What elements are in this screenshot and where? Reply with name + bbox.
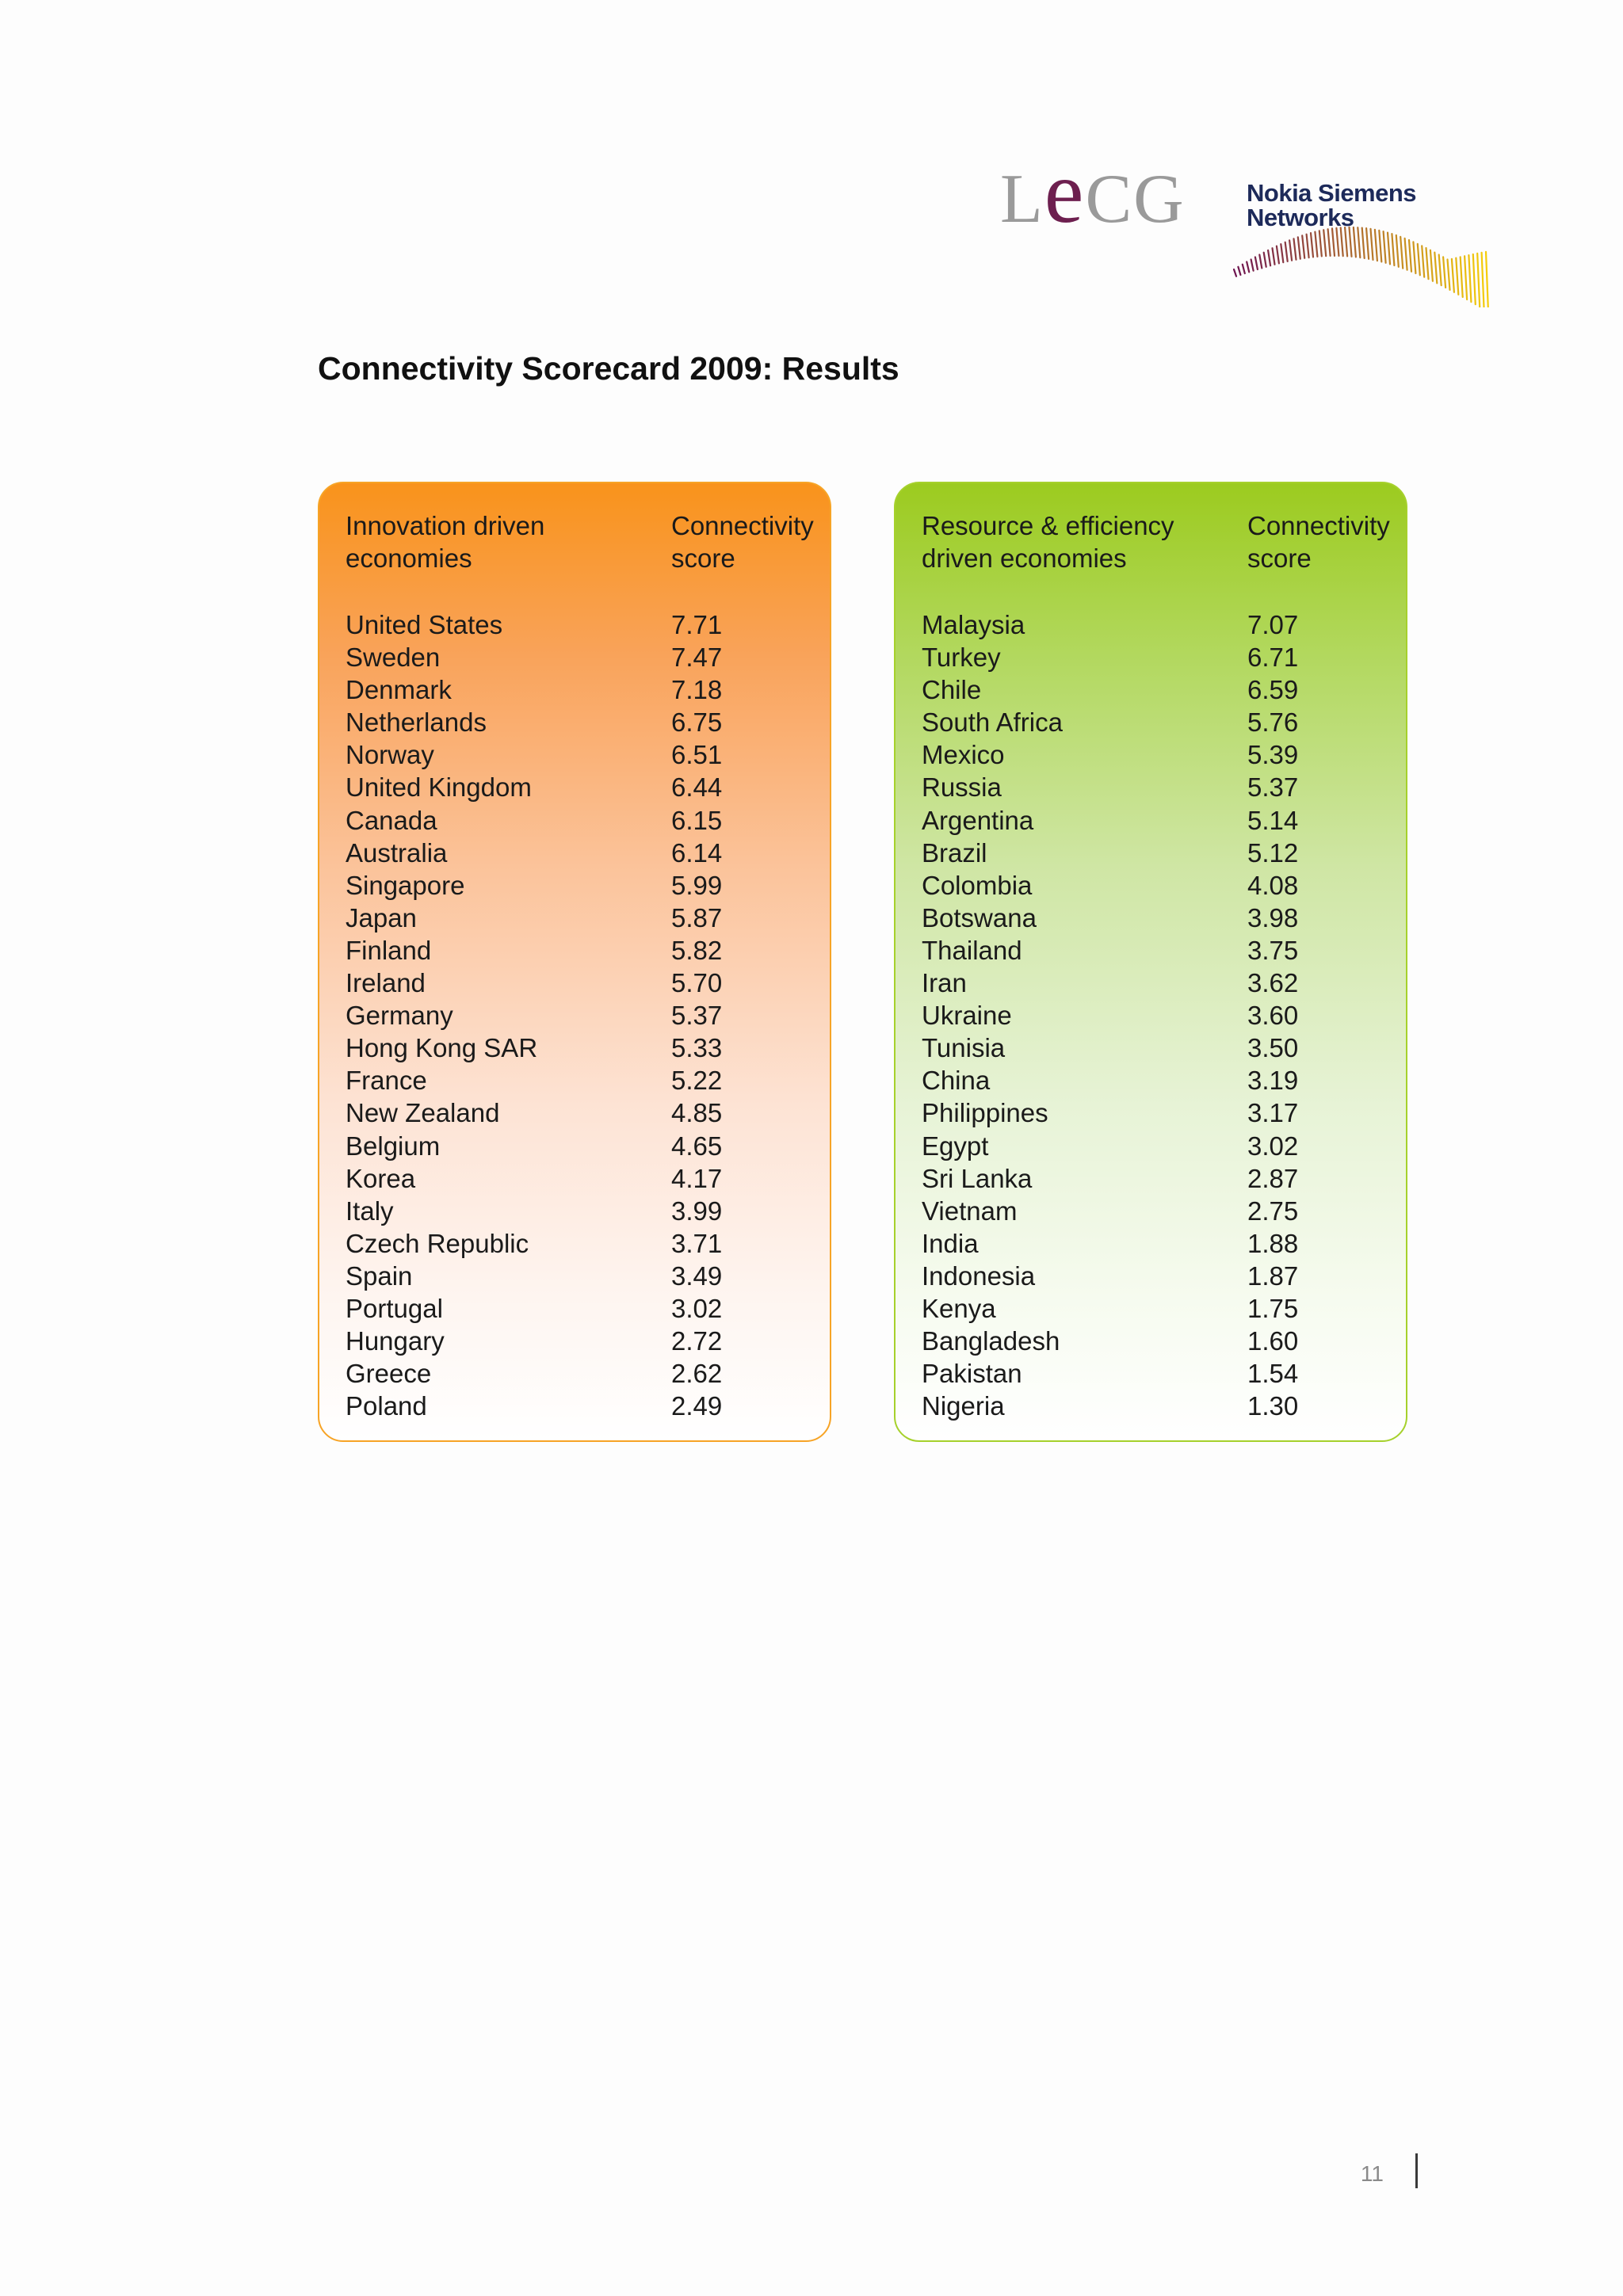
connectivity-score: 3.50 xyxy=(1247,1033,1299,1063)
nsn-wave-stroke xyxy=(1473,254,1476,304)
nsn-wave-stroke xyxy=(1482,253,1484,307)
connectivity-score: 5.33 xyxy=(671,1033,723,1063)
country-name: Mexico xyxy=(922,740,1005,770)
table-row xyxy=(346,999,830,1032)
nsn-wave-stroke xyxy=(1413,242,1415,273)
country-name: New Zealand xyxy=(346,1098,500,1128)
country-name: Nigeria xyxy=(922,1391,1005,1421)
table-row xyxy=(922,706,1406,738)
nsn-wave-stroke xyxy=(1268,250,1270,265)
country-name: Brazil xyxy=(922,837,987,868)
table-row xyxy=(922,934,1406,967)
nsn-logo-text: Nokia Siemens Networks xyxy=(1247,179,1417,231)
nsn-wave-stroke xyxy=(1289,240,1292,260)
lecg-logo: LeCG xyxy=(1000,143,1186,242)
innovation-column-header: Innovation driven economies xyxy=(346,511,545,573)
connectivity-score: 5.39 xyxy=(1247,740,1299,770)
country-name: Korea xyxy=(346,1163,416,1193)
connectivity-score: 3.17 xyxy=(1247,1098,1299,1128)
nsn-wave-stroke xyxy=(1418,244,1420,276)
innovation-score-header: Connectivity score xyxy=(671,511,814,573)
table-row xyxy=(922,1130,1406,1162)
nsn-wave-stroke xyxy=(1273,248,1275,265)
nsn-wave-stroke xyxy=(1388,233,1390,265)
table-row xyxy=(346,1292,830,1325)
nsn-wave-stroke xyxy=(1341,227,1343,256)
nsn-wave-stroke xyxy=(1366,228,1369,259)
table-row xyxy=(922,1357,1406,1390)
nsn-wave-stroke xyxy=(1375,230,1377,261)
connectivity-score: 2.49 xyxy=(671,1391,723,1421)
country-name: Sri Lanka xyxy=(922,1163,1033,1193)
nsn-wave-stroke xyxy=(1294,238,1296,259)
nsn-wave-stroke xyxy=(1434,253,1437,284)
table-row xyxy=(346,1162,830,1195)
nsn-wave-stroke xyxy=(1255,257,1258,270)
table-row xyxy=(346,967,830,999)
nsn-wave-stroke xyxy=(1323,230,1326,256)
table-row xyxy=(922,837,1406,869)
country-name: Czech Republic xyxy=(346,1228,529,1258)
connectivity-score: 5.14 xyxy=(1247,805,1299,835)
nsn-wave-stroke xyxy=(1392,234,1394,265)
connectivity-score: 3.62 xyxy=(1247,968,1299,998)
connectivity-score: 5.76 xyxy=(1247,707,1299,738)
connectivity-score: 4.17 xyxy=(671,1163,723,1193)
connectivity-score: 1.88 xyxy=(1247,1228,1299,1258)
country-name: Kenya xyxy=(922,1293,996,1323)
connectivity-score: 7.18 xyxy=(671,675,723,705)
nsn-wave-stroke xyxy=(1465,256,1467,299)
table-row xyxy=(922,1227,1406,1260)
connectivity-score: 5.99 xyxy=(671,870,723,900)
nsn-wave-stroke xyxy=(1396,235,1399,267)
connectivity-score: 1.60 xyxy=(1247,1326,1299,1356)
table-row xyxy=(346,1227,830,1260)
country-name: Hong Kong SAR xyxy=(346,1033,538,1063)
country-name: Japan xyxy=(346,902,417,933)
connectivity-score: 2.62 xyxy=(671,1359,723,1389)
innovation-panel-header xyxy=(346,509,830,574)
connectivity-score: 4.08 xyxy=(1247,870,1299,900)
country-name: United Kingdom xyxy=(346,772,532,803)
country-name: China xyxy=(922,1066,991,1096)
country-name: Netherlands xyxy=(346,707,487,738)
page-number: 11 xyxy=(1360,2161,1384,2186)
nsn-wave-stroke xyxy=(1486,252,1488,307)
connectivity-score: 2.72 xyxy=(671,1326,723,1356)
nsn-wave-stroke xyxy=(1277,246,1279,264)
connectivity-score: 6.14 xyxy=(671,837,723,868)
nsn-wave-stroke xyxy=(1452,259,1454,292)
table-row xyxy=(922,869,1406,902)
country-name: Egypt xyxy=(922,1131,989,1161)
connectivity-score: 3.49 xyxy=(671,1261,723,1291)
connectivity-score: 6.59 xyxy=(1247,675,1299,705)
connectivity-score: 3.71 xyxy=(671,1228,723,1258)
nsn-wave-stroke xyxy=(1302,235,1304,257)
table-row xyxy=(922,1032,1406,1064)
connectivity-score: 2.75 xyxy=(1247,1196,1299,1226)
country-name: Pakistan xyxy=(922,1359,1022,1389)
connectivity-score: 5.87 xyxy=(671,902,723,933)
connectivity-score: 7.71 xyxy=(671,610,723,639)
nsn-wave-stroke xyxy=(1264,253,1266,267)
table-row xyxy=(346,837,830,869)
nsn-wave-stroke xyxy=(1328,229,1331,256)
country-name: South Africa xyxy=(922,707,1063,738)
resource-score-header: Connectivity score xyxy=(1247,511,1390,573)
table-row xyxy=(346,1064,830,1097)
country-name: Tunisia xyxy=(922,1033,1006,1063)
country-name: United States xyxy=(346,610,503,639)
connectivity-score: 5.82 xyxy=(671,935,723,965)
table-row xyxy=(922,1292,1406,1325)
nsn-wave-stroke xyxy=(1251,260,1254,271)
nsn-wave-stroke xyxy=(1315,232,1317,257)
nsn-wave-stroke xyxy=(1238,267,1240,275)
nsn-wave-stroke xyxy=(1468,255,1471,302)
nsn-wave-stroke xyxy=(1285,242,1288,261)
nsn-wave-stroke xyxy=(1332,228,1335,256)
table-row xyxy=(922,771,1406,803)
table-row xyxy=(346,738,830,771)
connectivity-score: 6.75 xyxy=(671,707,723,738)
country-name: Iran xyxy=(922,968,967,998)
table-row xyxy=(346,673,830,706)
table-row xyxy=(922,999,1406,1032)
country-name: France xyxy=(346,1066,427,1096)
table-row xyxy=(346,706,830,738)
country-name: Ukraine xyxy=(922,1001,1012,1031)
country-name: Australia xyxy=(346,837,448,868)
country-name: Germany xyxy=(346,1001,453,1031)
country-name: Spain xyxy=(346,1261,413,1291)
country-name: Botswana xyxy=(922,902,1037,933)
nsn-wave-stroke xyxy=(1362,228,1365,258)
connectivity-score: 7.07 xyxy=(1247,610,1299,639)
country-name: Singapore xyxy=(346,870,465,900)
connectivity-score: 5.37 xyxy=(1247,772,1299,803)
nsn-wave-stroke xyxy=(1400,237,1403,269)
table-row xyxy=(346,1097,830,1129)
country-name: Greece xyxy=(346,1359,432,1389)
connectivity-score: 5.37 xyxy=(671,1001,723,1031)
table-row xyxy=(922,967,1406,999)
country-name: Belgium xyxy=(346,1131,441,1161)
connectivity-score: 1.75 xyxy=(1247,1293,1299,1323)
country-name: Philippines xyxy=(922,1098,1048,1128)
resource-economies-panel xyxy=(894,482,1407,1442)
connectivity-score: 3.19 xyxy=(1247,1066,1299,1096)
nsn-wave-stroke xyxy=(1354,227,1356,257)
nsn-wave-stroke xyxy=(1319,231,1322,256)
nsn-wave-stroke xyxy=(1247,262,1249,273)
nsn-wave-stroke xyxy=(1448,260,1450,290)
table-row xyxy=(346,1357,830,1390)
country-name: Colombia xyxy=(922,870,1033,900)
table-row xyxy=(922,804,1406,837)
connectivity-score: 5.70 xyxy=(671,968,723,998)
nsn-wave-stroke xyxy=(1298,237,1300,258)
nsn-wave-stroke xyxy=(1384,231,1386,263)
nsn-wave-stroke xyxy=(1439,255,1442,286)
connectivity-score: 4.65 xyxy=(671,1131,723,1161)
country-name: Turkey xyxy=(922,643,1001,673)
country-name: Poland xyxy=(346,1391,427,1421)
nsn-wave-stroke xyxy=(1405,238,1407,270)
table-row xyxy=(922,738,1406,771)
nsn-wave-stroke xyxy=(1345,227,1347,256)
resource-rows xyxy=(922,608,1406,1422)
table-row xyxy=(346,1390,830,1422)
country-name: Ireland xyxy=(346,968,426,998)
country-name: Russia xyxy=(922,772,1002,803)
innovation-rows xyxy=(346,608,830,1422)
table-row xyxy=(922,608,1406,641)
nsn-wave-stroke xyxy=(1426,248,1429,279)
innovation-economies-panel xyxy=(318,482,831,1442)
table-row xyxy=(922,1325,1406,1357)
country-name: Vietnam xyxy=(922,1196,1018,1226)
nsn-wave-stroke xyxy=(1409,240,1411,272)
connectivity-score: 3.02 xyxy=(1247,1131,1299,1161)
connectivity-score: 3.98 xyxy=(1247,902,1299,933)
connectivity-score: 6.44 xyxy=(671,772,723,803)
table-row xyxy=(922,1162,1406,1195)
page-title: Connectivity Scorecard 2009: Results xyxy=(318,350,899,387)
country-name: Sweden xyxy=(346,643,441,673)
country-name: Chile xyxy=(922,675,982,705)
nsn-wave-stroke xyxy=(1259,255,1262,269)
nsn-wave-stroke xyxy=(1281,244,1283,262)
country-name: Malaysia xyxy=(922,610,1025,639)
table-row xyxy=(346,1195,830,1227)
table-row xyxy=(346,934,830,967)
connectivity-score: 6.15 xyxy=(671,805,723,835)
nsn-wave-stroke xyxy=(1350,227,1352,257)
connectivity-score: 7.47 xyxy=(671,643,723,673)
connectivity-score: 3.02 xyxy=(671,1293,723,1323)
table-row xyxy=(346,1260,830,1292)
connectivity-score: 4.85 xyxy=(671,1098,723,1128)
country-name: India xyxy=(922,1228,979,1258)
nsn-wave-stroke xyxy=(1307,235,1309,257)
table-row xyxy=(346,771,830,803)
table-row xyxy=(922,1064,1406,1097)
connectivity-score: 3.75 xyxy=(1247,935,1299,965)
table-row xyxy=(922,1390,1406,1422)
table-row xyxy=(922,673,1406,706)
page-number-rule xyxy=(1415,2153,1418,2188)
connectivity-score: 1.87 xyxy=(1247,1261,1299,1291)
table-row xyxy=(346,1325,830,1357)
country-name: Norway xyxy=(346,740,434,770)
connectivity-score: 2.87 xyxy=(1247,1163,1299,1193)
table-row xyxy=(346,804,830,837)
table-row xyxy=(346,902,830,934)
connectivity-score: 1.30 xyxy=(1247,1391,1299,1421)
connectivity-score: 5.22 xyxy=(671,1066,723,1096)
nsn-wave-stroke xyxy=(1456,258,1458,295)
nsn-wave-stroke xyxy=(1443,257,1445,288)
table-row xyxy=(922,1097,1406,1129)
nsn-wave-stroke xyxy=(1243,265,1245,273)
connectivity-score: 6.71 xyxy=(1247,643,1299,673)
resource-column-header: Resource & efficiency driven economies xyxy=(922,511,1174,573)
table-row xyxy=(346,1032,830,1064)
connectivity-score: 5.12 xyxy=(1247,837,1299,868)
nsn-wave-stroke xyxy=(1430,250,1433,281)
nsn-wave-stroke xyxy=(1422,246,1424,277)
table-row xyxy=(346,641,830,673)
table-row xyxy=(922,1195,1406,1227)
nsn-wave-stroke xyxy=(1477,254,1480,307)
resource-panel-header xyxy=(922,509,1406,574)
country-name: Canada xyxy=(346,805,437,835)
table-row xyxy=(346,1130,830,1162)
table-row xyxy=(922,902,1406,934)
connectivity-score: 1.54 xyxy=(1247,1359,1299,1389)
country-name: Finland xyxy=(346,935,432,965)
table-row xyxy=(922,641,1406,673)
nsn-wave-stroke xyxy=(1461,257,1463,297)
connectivity-score: 3.60 xyxy=(1247,1001,1299,1031)
country-name: Indonesia xyxy=(922,1261,1036,1291)
table-row xyxy=(346,869,830,902)
country-name: Italy xyxy=(346,1196,394,1226)
connectivity-score: 6.51 xyxy=(671,740,723,770)
country-name: Bangladesh xyxy=(922,1326,1060,1356)
nsn-wave-stroke xyxy=(1234,269,1236,277)
table-row xyxy=(922,1260,1406,1292)
country-name: Argentina xyxy=(922,805,1034,835)
nsn-wave-stroke xyxy=(1358,227,1360,257)
country-name: Hungary xyxy=(346,1326,445,1356)
country-name: Thailand xyxy=(922,935,1022,965)
nsn-wave-stroke xyxy=(1336,228,1338,256)
nsn-wave-stroke xyxy=(1311,233,1313,257)
nsn-wave-stroke xyxy=(1371,229,1373,260)
nsn-wave-stroke xyxy=(1379,231,1381,262)
table-row xyxy=(346,608,830,641)
connectivity-score: 3.99 xyxy=(671,1196,723,1226)
country-name: Denmark xyxy=(346,675,452,705)
country-name: Portugal xyxy=(346,1293,443,1323)
